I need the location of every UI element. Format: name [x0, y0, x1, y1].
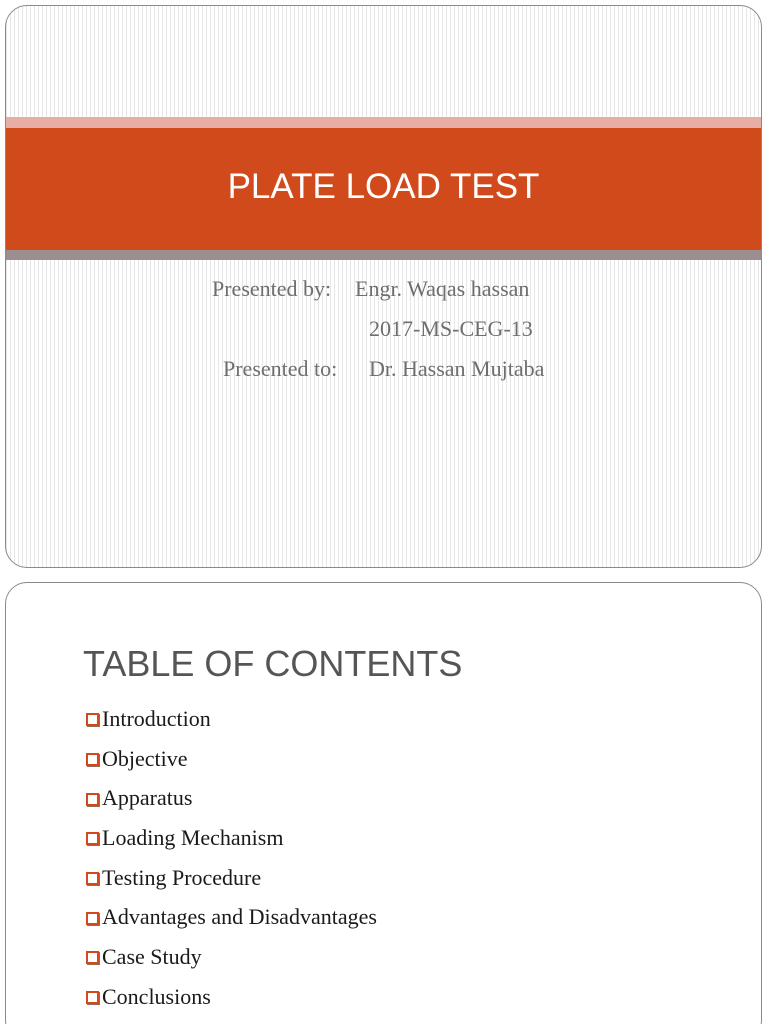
toc-item	[86, 897, 377, 937]
presented-to-label: Presented to:	[223, 356, 338, 381]
presented-by-name: Engr. Waqas hassan	[355, 276, 530, 301]
hollow-square-bullet-icon	[86, 872, 99, 885]
toc-item	[86, 937, 377, 977]
toc-item-label: Testing Procedure	[102, 864, 262, 890]
hollow-square-bullet-icon	[86, 832, 99, 845]
registration-number: 2017-MS-CEG-13	[369, 316, 533, 341]
hollow-square-bullet-icon	[86, 793, 99, 806]
hollow-square-bullet-icon	[86, 912, 99, 925]
hollow-square-bullet-icon	[86, 991, 99, 1004]
toc-item	[86, 699, 377, 739]
toc-item-label: Case Study	[102, 943, 202, 969]
hollow-square-bullet-icon	[86, 753, 99, 766]
toc-item	[86, 778, 377, 818]
hollow-square-bullet-icon	[86, 951, 99, 964]
toc-list	[86, 699, 377, 1017]
toc-item	[86, 858, 377, 898]
toc-item-label: Objective	[102, 745, 188, 771]
contents-slide	[5, 582, 762, 1024]
title-band-top-stripe	[6, 117, 761, 128]
presented-to-name: Dr. Hassan Mujtaba	[369, 356, 545, 381]
toc-item-label: Introduction	[102, 705, 211, 731]
presented-by-label: Presented by:	[212, 276, 332, 301]
title-slide	[5, 5, 762, 568]
title-band-bottom-stripe	[6, 250, 761, 260]
hollow-square-bullet-icon	[86, 713, 99, 726]
toc-item-label: Apparatus	[102, 785, 193, 811]
toc-item-label: Advantages and Disadvantages	[102, 904, 377, 930]
toc-item	[86, 739, 377, 779]
slide-title: PLATE LOAD TEST	[227, 167, 540, 206]
toc-item-label: Loading Mechanism	[102, 824, 284, 850]
toc-heading: TABLE OF CONTENTS	[83, 643, 463, 684]
title-band	[6, 128, 761, 250]
toc-item	[86, 818, 377, 858]
toc-item-label: Conclusions	[102, 983, 211, 1009]
toc-item	[86, 977, 377, 1017]
